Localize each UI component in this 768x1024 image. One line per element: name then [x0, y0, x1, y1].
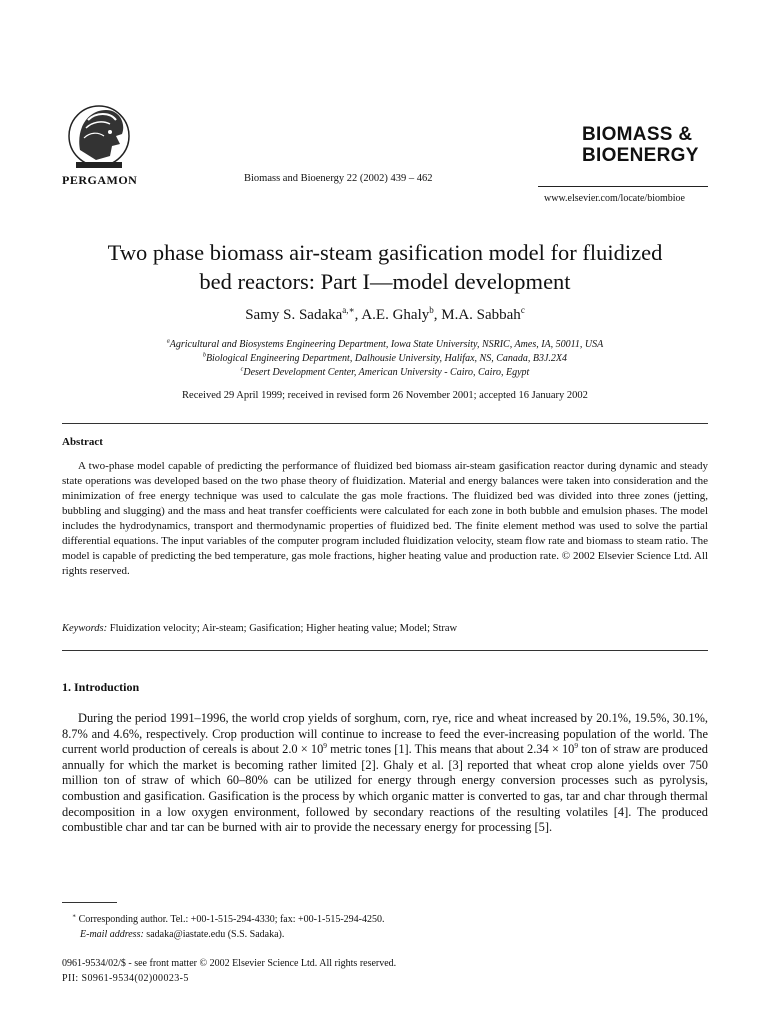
- athena-head-logo-icon: [66, 98, 132, 172]
- front-matter-line: 0961-9534/02/$ - see front matter © 2002 Elsevier Science Ltd. All rights reserved.: [62, 958, 397, 969]
- journal-name-line2: BIOENERGY: [582, 145, 699, 166]
- intro-text-3: ton of straw are produced annually for which the market is becoming rather limited [2]. Ghaly et al. [3] reported that wheat crop alone yields over 750 million ton of straw of which 60–80% can be utilized for energy through energy conversion processes such as pyrolysis, combustion and gasification. Gasification is the process by which organic matter is converted to gas, tar and char through thermal decomposition in a low oxygen environment, followed by secondary reactions of the resulting volatiles [4]. The produced combustible char and tar can be burned with air to provide the necessary energy for processing [5].: [62, 742, 708, 835]
- affiliation-b: [40, 353, 730, 364]
- footnote-mark: ∗: [72, 913, 77, 920]
- abstract-bottom-rule: [62, 650, 708, 651]
- affiliation-c: [40, 367, 730, 378]
- keywords-label: Keywords:: [62, 623, 108, 634]
- intro-text-2: metric tones [1]. This means that about 2.34 × 10: [327, 742, 575, 757]
- affiliation-mark: a: [166, 338, 170, 345]
- abstract-body: A two-phase model capable of predicting the performance of fluidized bed biomass air-steam gasification reactor during dynamic and steady state operations was developed based on the two phase theory of fluidization. Material and energy balances were taken into consideration and the minimization of free energy technique was used to calculate the gas mole fractions. The fluidized bed was divided into three zones (jetting, bubbling and slugging) and the mass and heat transfer coefficients were calculated for each zone in both bubble and emulsion phases. The model includes the hydrodynamics, transport and thermodynamic properties of fluidized bed. The finite element method was used to solve the partial differential equations. The input variables of the computer program included fluidization velocity, steam flow rate and biomass to steam ratio. The model is capable of predicting the bed temperature, gas mole fractions, higher heating value and production rate. © 2002 Elsevier Science Ltd. All rights reserved.: [62, 460, 708, 577]
- author-list: [40, 307, 730, 324]
- affiliation-text: Desert Development Center, American University - Cairo, Cairo, Egypt: [243, 367, 530, 378]
- email-address[interactable]: sadaka@iastate.edu (S.S. Sadaka).: [146, 929, 285, 940]
- affiliation-text: Biological Engineering Department, Dalhousie University, Halifax, NS, Canada, B3J.2X4: [205, 353, 568, 364]
- journal-reference: Biomass and Bioenergy 22 (2002) 439 – 462: [244, 173, 433, 184]
- title-line2: bed reactors: Part I—model development: [199, 269, 571, 294]
- footnote-rule: [62, 902, 117, 903]
- keywords-list: Fluidization velocity; Air-steam; Gasification; Higher heating value; Model; Straw: [109, 623, 458, 634]
- author-separator: ,: [433, 307, 442, 323]
- title-line1: Two phase biomass air-steam gasification model for fluidized: [107, 240, 663, 265]
- received-dates: Received 29 April 1999; received in revised form 26 November 2001; accepted 16 January 2002: [182, 390, 588, 401]
- author-name: A.E. Ghaly: [361, 307, 430, 323]
- corresponding-author-note: [72, 914, 384, 925]
- exponent: 9: [323, 741, 327, 751]
- author-mark: a,∗: [342, 305, 355, 315]
- intro-text-1: During the period 1991–1996, the world crop yields of sorghum, corn, rye, rice and wheat increased by 20.1%, 19.5%, 30.1%, 8.7% and 4.6%, respectively. Crop production will continue to increase to feed the ever-increasing population of the world. The current world production of cereals is about 2.0 × 10: [62, 711, 708, 757]
- journal-url[interactable]: www.elsevier.com/locate/biombioe: [544, 193, 685, 204]
- article-title: [40, 238, 730, 296]
- journal-name-line1: BIOMASS &: [582, 124, 693, 145]
- journal-name: [582, 124, 699, 166]
- email-label: E-mail address:: [80, 929, 144, 940]
- section-heading: 1. Introduction: [62, 680, 140, 694]
- affiliation-text: Agricultural and Biosystems Engineering Department, Iowa State University, NSRIC, Ames, IA, 50011, USA: [169, 339, 604, 350]
- corresponding-text: Corresponding author. Tel.: +00-1-515-294-4330; fax: +00-1-515-294-4250.: [78, 914, 385, 925]
- author-mark: c: [520, 305, 525, 315]
- pii-line: PII: S0961-9534(02)00023-5: [62, 973, 189, 984]
- author-mark: b: [429, 305, 434, 315]
- exponent: 9: [574, 741, 579, 751]
- email-note: [80, 929, 284, 940]
- publisher-name: PERGAMON: [62, 173, 138, 187]
- author-name: Samy S. Sadaka: [245, 307, 343, 323]
- affiliation-mark: c: [240, 366, 244, 373]
- abstract-heading: Abstract: [62, 436, 103, 448]
- author-separator: ,: [354, 307, 362, 323]
- affiliation-a: [40, 339, 730, 350]
- abstract-top-rule: [62, 423, 708, 424]
- keywords: [62, 623, 708, 634]
- header-divider: [538, 186, 708, 187]
- author-name: M.A. Sabbah: [441, 307, 521, 323]
- introduction-paragraph: [62, 711, 708, 836]
- affiliation-mark: b: [202, 352, 206, 359]
